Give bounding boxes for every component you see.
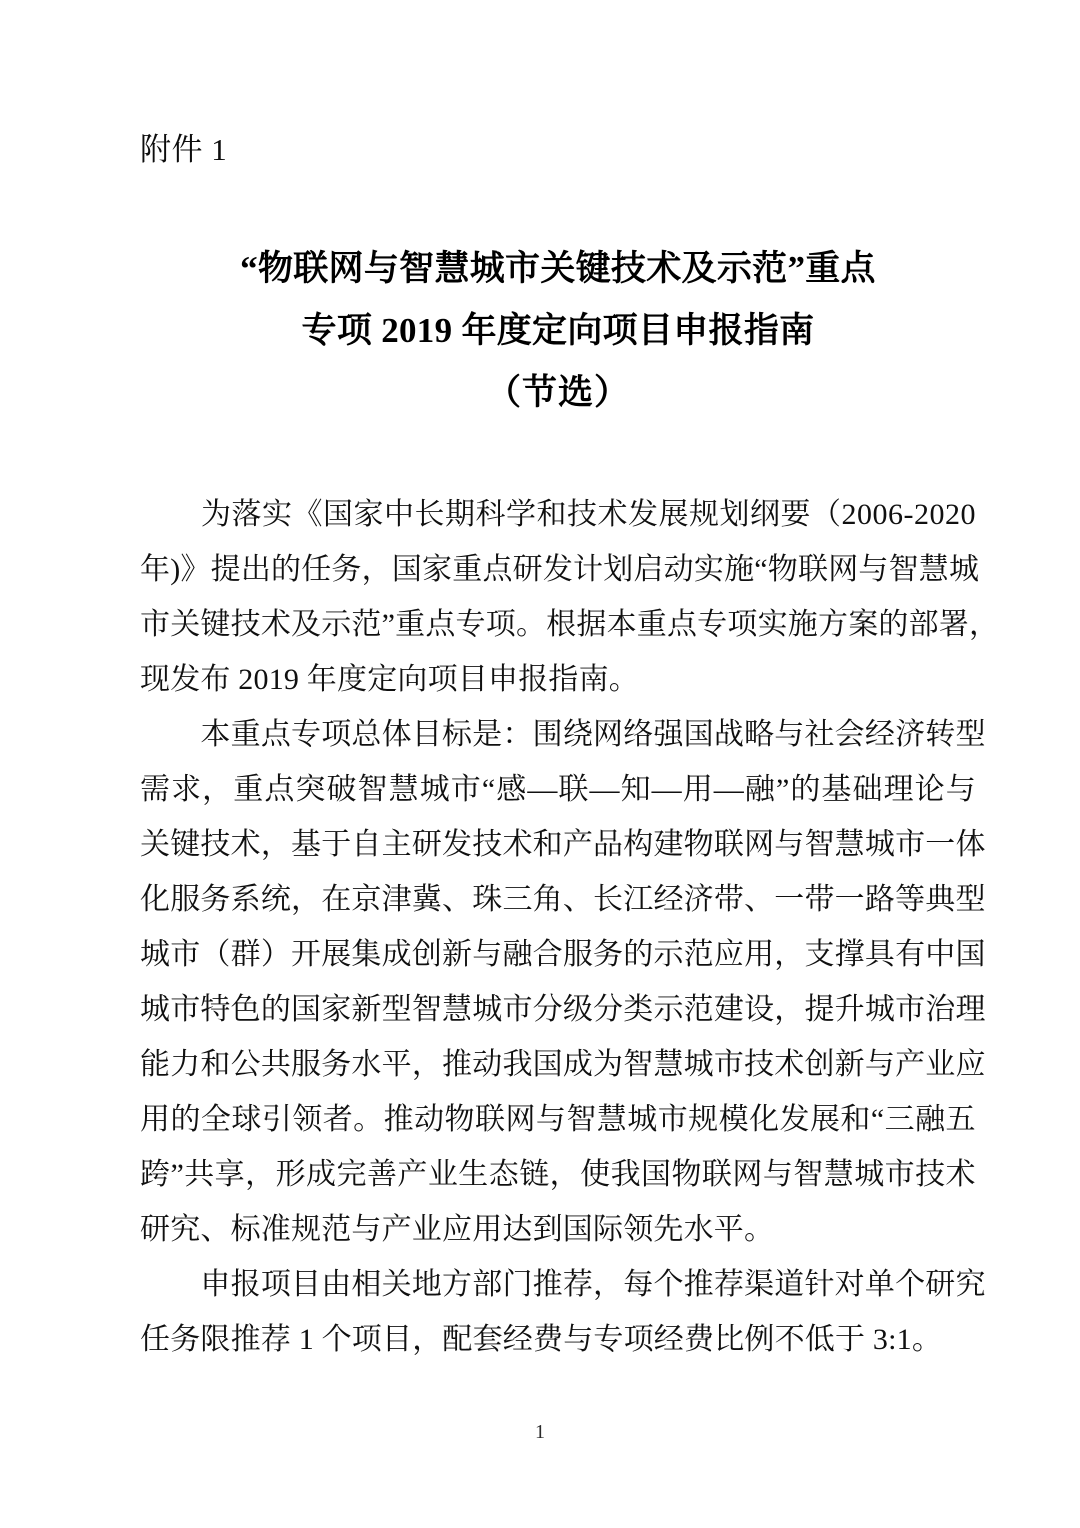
text-line: 年 ) 》 提 出 的 任 务 ， 国 家 重 点 研 发 计 划 启 动 实 施 “ 物 联 网 与 智 慧 城 bbox=[140, 553, 980, 586]
text-line: 跨 ” 共 享 ， 形 成 完 善 产 业 生 态 链 ， 使 我 国 物 联 网 与 智 慧 城 市 技 术 bbox=[140, 1158, 976, 1191]
text-line: 现发布 2019 年度定向项目申报指南。 bbox=[140, 663, 639, 696]
text-line: 本 重 点 专 项 总 体 目 标 是 ： 围 绕 网 络 强 国 战 略 与 社 会 经 济 转 型 bbox=[200, 718, 986, 751]
text-line: 能 力 和 公 共 服 务 水 平 ， 推 动 我 国 成 为 智 慧 城 市 技 术 创 新 与 产 业 应 bbox=[140, 1048, 986, 1081]
title-line-1: “物联网与智慧城市关键技术及示范”重点 bbox=[240, 249, 876, 288]
text-line: 化 服 务 系 统 ， 在 京 津 冀 、 珠 三 角 、 长 江 经 济 带 、 一 带 一 路 等 典 型 bbox=[140, 883, 986, 916]
page-number: 1 bbox=[535, 1421, 545, 1443]
text-line: 为 落 实 《 国 家 中 长 期 科 学 和 技 术 发 展 规 划 纲 要 （ 2 0 0 6 - 2 0 2 0 bbox=[201, 498, 976, 531]
paragraph-1 bbox=[140, 487, 1000, 707]
text-line: 需 求 ， 重 点 突 破 智 慧 城 市 “ 感 — 联 — 知 — 用 — 融 ” 的 基 础 理 论 与 bbox=[140, 773, 976, 806]
attachment-label: 附件 1 bbox=[140, 132, 228, 167]
text-line: 城 市 （ 群 ） 开 展 集 成 创 新 与 融 合 服 务 的 示 范 应 用 ， 支 撑 具 有 中 国 bbox=[140, 938, 986, 971]
text-line: 研究、标准规范与产业应用达到国际领先水平。 bbox=[140, 1213, 775, 1246]
document-body bbox=[140, 487, 1000, 1367]
text-line: 任务限推荐 1 个项目，配套经费与专项经费比例不低于 3:1。 bbox=[140, 1323, 943, 1356]
text-line: 市 关 键 技 术 及 示 范 ” 重 点 专 项 。 根 据 本 重 点 专 项 实 施 方 案 的 部 署 ， bbox=[140, 608, 1000, 641]
title-line-3: （节选） bbox=[485, 373, 630, 412]
text-line: 申 报 项 目 由 相 关 地 方 部 门 推 荐 ， 每 个 推 荐 渠 道 针 对 单 个 研 究 bbox=[200, 1268, 986, 1301]
paragraph-2 bbox=[140, 707, 986, 1257]
text-line: 用 的 全 球 引 领 者 。 推 动 物 联 网 与 智 慧 城 市 规 模 化 发 展 和 “ 三 融 五 bbox=[140, 1103, 976, 1136]
paragraph-3 bbox=[140, 1257, 986, 1367]
text-line: 关 键 技 术 ， 基 于 自 主 研 发 技 术 和 产 品 构 建 物 联 网 与 智 慧 城 市 一 体 bbox=[140, 828, 986, 861]
text-line: 城 市 特 色 的 国 家 新 型 智 慧 城 市 分 级 分 类 示 范 建 设 ， 提 升 城 市 治 理 bbox=[140, 993, 986, 1026]
document-title bbox=[140, 238, 976, 424]
title-line-2: 专项 2019 年度定向项目申报指南 bbox=[301, 311, 815, 350]
